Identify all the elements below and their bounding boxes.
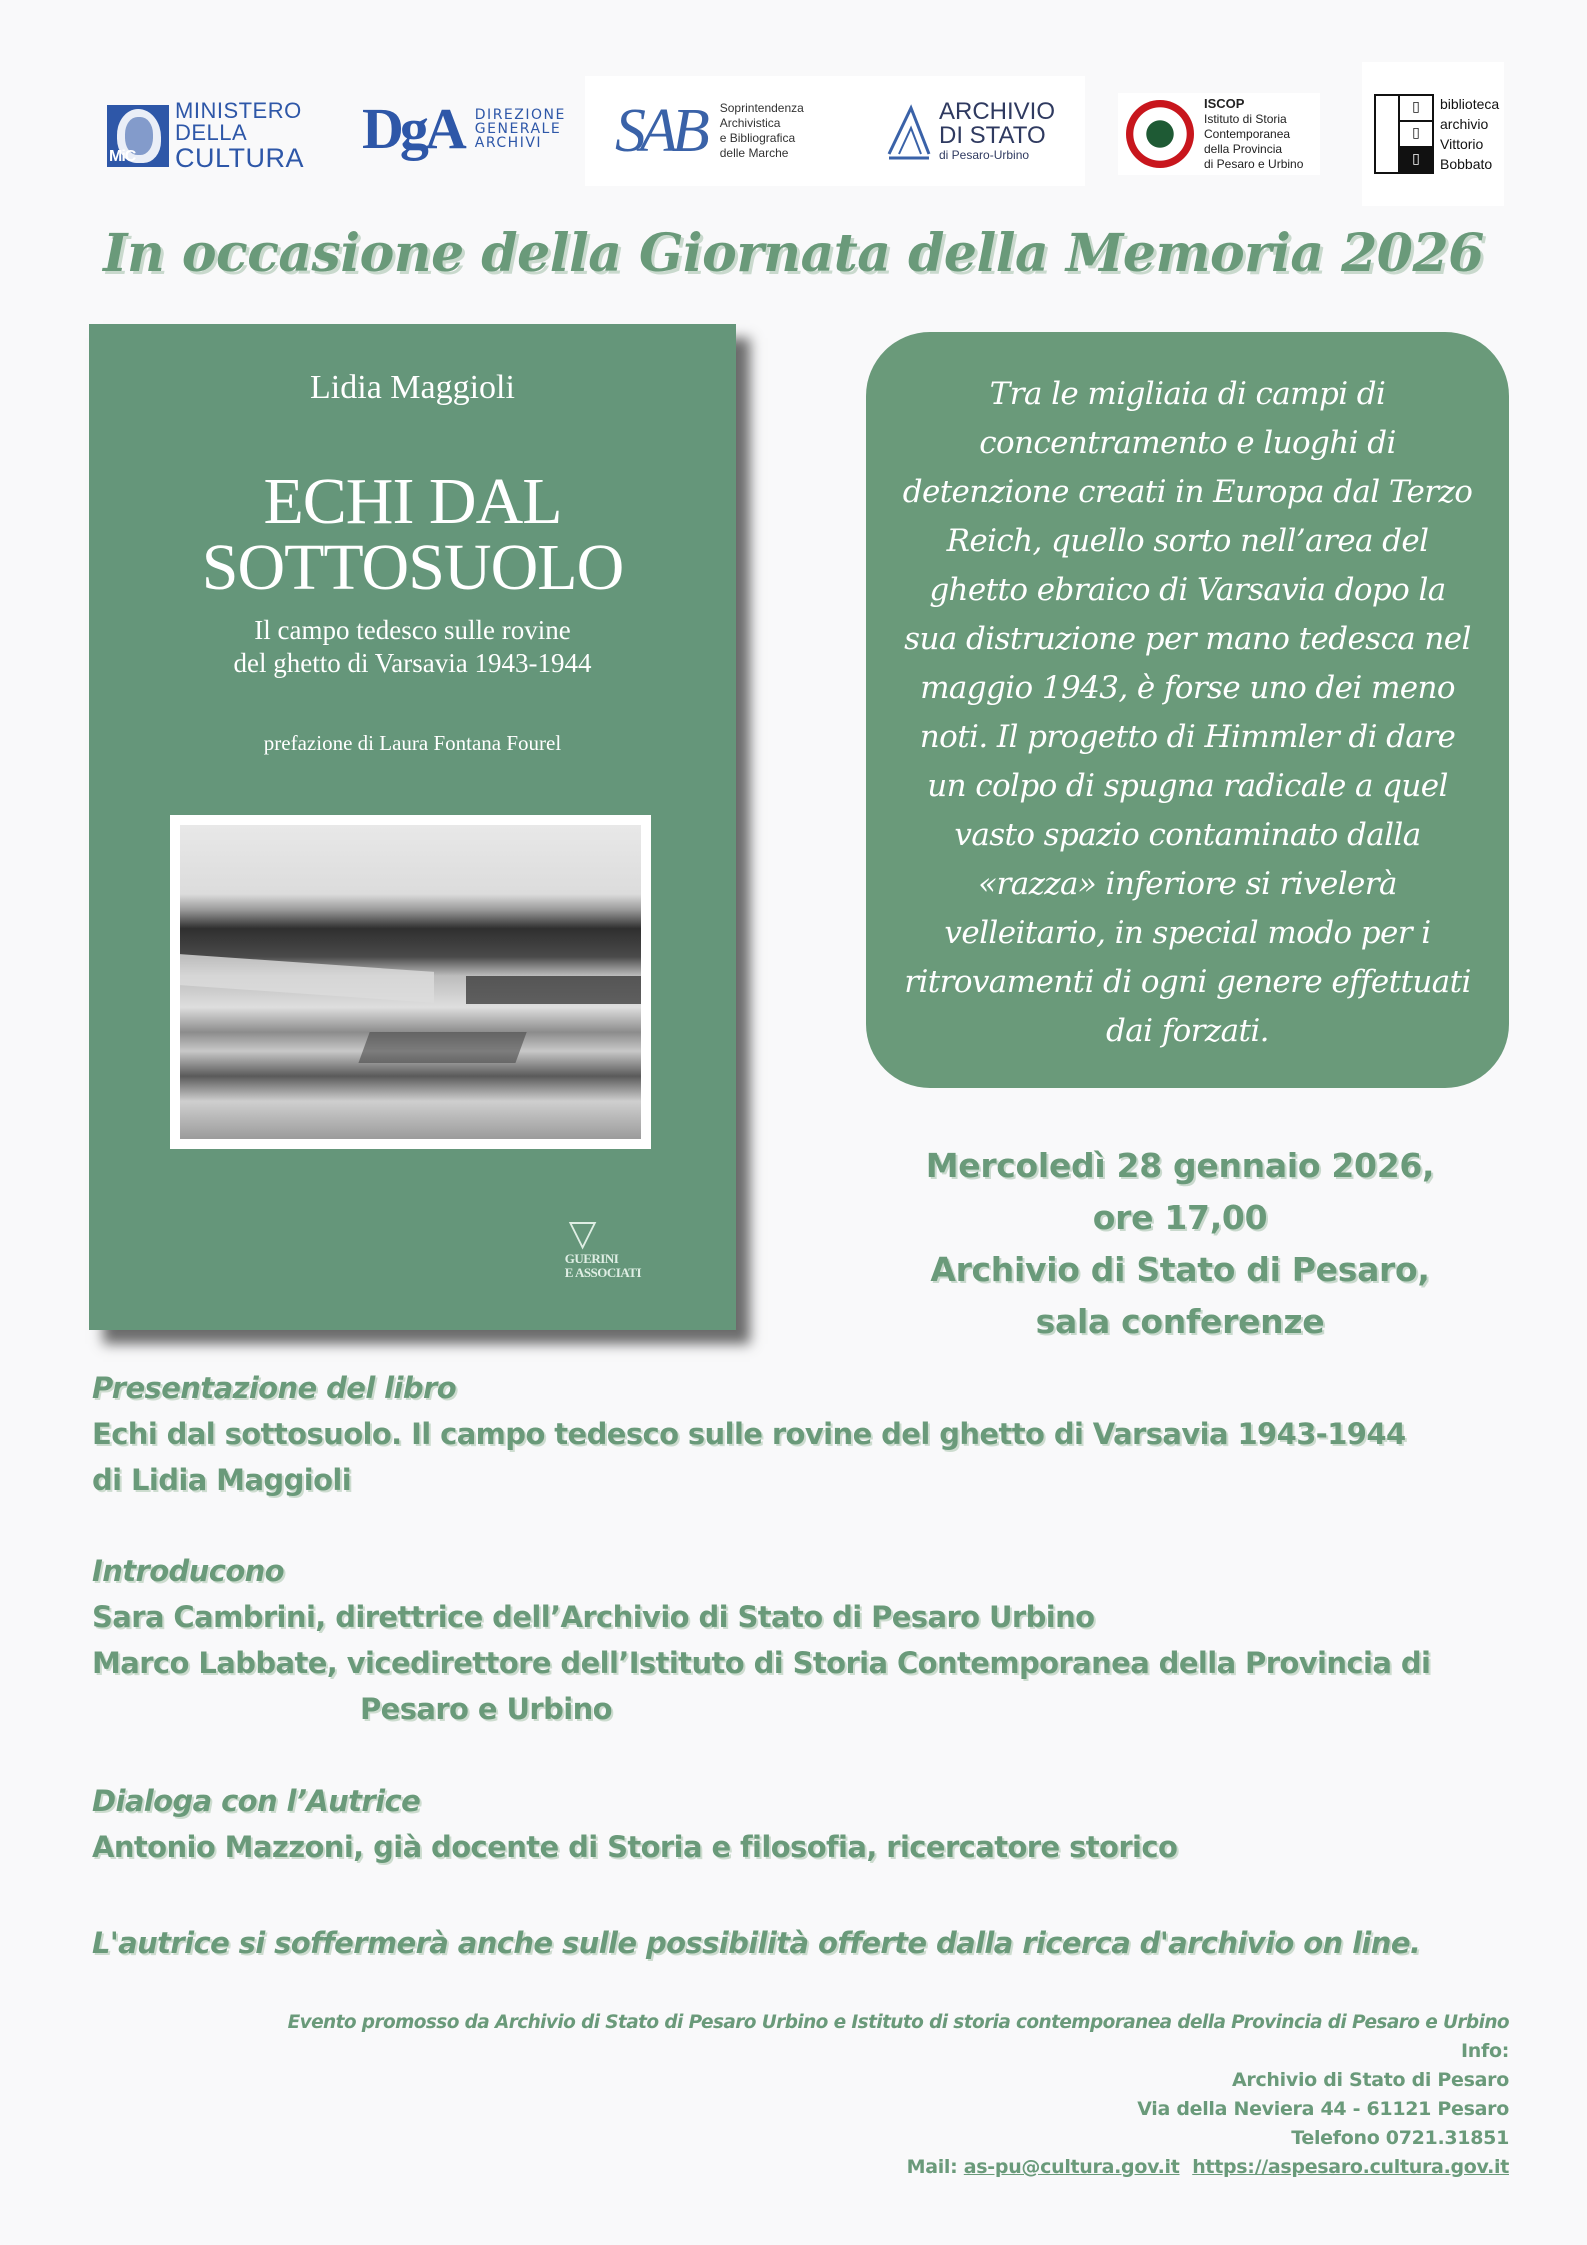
- info-label: Info:: [1460, 2040, 1509, 2062]
- book-title: ECHI DAL SOTTOSUOLO: [201, 465, 624, 604]
- book-subtitle: Il campo tedesco sulle rovine del ghetto di Varsavia 1943-1944: [233, 615, 592, 678]
- tricolor-rosette-icon: [1126, 100, 1194, 168]
- address: Via della Neviera 44 - 61121 Pesaro: [1137, 2098, 1509, 2120]
- logo-ministero-cultura: MiC MINISTERO DELLA CULTURA: [109, 98, 305, 173]
- section-label: Dialoga con l’Autrice: [92, 1784, 421, 1818]
- email-link[interactable]: as-pu@cultura.gov.it: [963, 2156, 1180, 2178]
- logo-archivio-di-stato: ARCHIVIO DI STATO di Pesaro-Urbino: [885, 100, 1055, 162]
- org-name: Archivio di Stato di Pesaro: [1231, 2069, 1509, 2091]
- book-cover-photo: [170, 815, 651, 1149]
- event-date: Mercoledì 28 gennaio 2026,: [925, 1146, 1435, 1185]
- logo-dga: DgA DIREZIONE GENERALE ARCHIVI: [362, 96, 566, 161]
- book-author: Lidia Maggioli: [310, 369, 515, 406]
- archivio-stato-mark-icon: [885, 102, 933, 160]
- section-label: Presentazione del libro: [92, 1371, 457, 1405]
- ghetto-ruins-photo: [180, 825, 641, 1139]
- program-presentation: Presentazione del libro Echi dal sottosuolo. Il campo tedesco sulle rovine del ghetto di Varsavia 1943-1944 di Lidia Maggioli: [92, 1365, 1406, 1503]
- program-dialogue: Dialoga con l’Autrice Antonio Mazzoni, già docente di Storia e filosofia, ricercatore storico: [92, 1778, 1177, 1870]
- logo-sab: SAB Soprintendenza Archivistica e Bibliografica delle Marche: [585, 76, 1085, 186]
- headline: In occasione della Giornata della Memoria 2026: [103, 223, 1484, 284]
- phone: Telefono 0721.31851: [1291, 2127, 1509, 2149]
- section-label: Introducono: [92, 1554, 285, 1588]
- book-synopsis-box: Tra le migliaia di campi di concentramento e luoghi di detenzione creati in Europa dal Terzo Reich, quello sorto nell’area del ghetto ebraico di Varsavia dopo la sua distruzione per mano tedesca nel maggio 1943, è forse uno dei meno noti. Il progetto di Himmler di dare un colpo di spugna radicale a quel vasto spazio contaminato dalla «razza» inferiore si rivelerà velleitario, in special modo per i ritrovamenti di ogni genere effettuati dai forzati.: [866, 332, 1509, 1088]
- website-link[interactable]: https://aspesaro.cultura.gov.it: [1192, 2156, 1509, 2178]
- bookshelf-icon: ▯ ▯ ▯: [1374, 94, 1434, 174]
- mic-emblem-icon: MiC: [107, 105, 169, 167]
- publisher-triangle-icon: ▽: [568, 1213, 597, 1254]
- logo-iscop: ISCOP Istituto di Storia Contemporanea della Provincia di Pesaro e Urbino: [1118, 93, 1320, 175]
- sab-mark-icon: SAB: [615, 97, 704, 165]
- contact-links: Mail: as-pu@cultura.gov.it https://aspesaro.cultura.gov.it: [906, 2156, 1509, 2178]
- logo-biblioteca-bobbato: ▯ ▯ ▯ biblioteca archivio Vittorio Bobbato: [1362, 62, 1504, 206]
- promoted-by: Evento promosso da Archivio di Stato di Pesaro Urbino e Istituto di storia contemporanea della Provincia di Pesaro e Urbino: [287, 2012, 1509, 2033]
- book-cover: [89, 324, 736, 1330]
- program-note: L'autrice si soffermerà anche sulle possibilità offerte dalla ricerca d'archivio on line.: [92, 1926, 1421, 1960]
- publisher-logo: ▽ GUERINI E ASSOCIATI: [564, 1213, 641, 1280]
- event-details: [900, 1140, 1460, 1348]
- program-introduce: Introducono Sara Cambrini, direttrice dell’Archivio di Stato di Pesaro Urbino Marco Labbate, vicedirettore dell’Istituto di Storia Contemporanea della Provincia di Pesaro e Urbino: [92, 1548, 1430, 1732]
- event-time: ore 17,00: [1092, 1198, 1268, 1237]
- event-room: sala conferenze: [1035, 1302, 1325, 1341]
- book-preface: prefazione di Laura Fontana Fourel: [263, 731, 562, 755]
- event-venue: Archivio di Stato di Pesaro,: [930, 1250, 1430, 1289]
- dga-mark-icon: DgA: [362, 96, 463, 161]
- footer-info: [288, 2008, 1509, 2182]
